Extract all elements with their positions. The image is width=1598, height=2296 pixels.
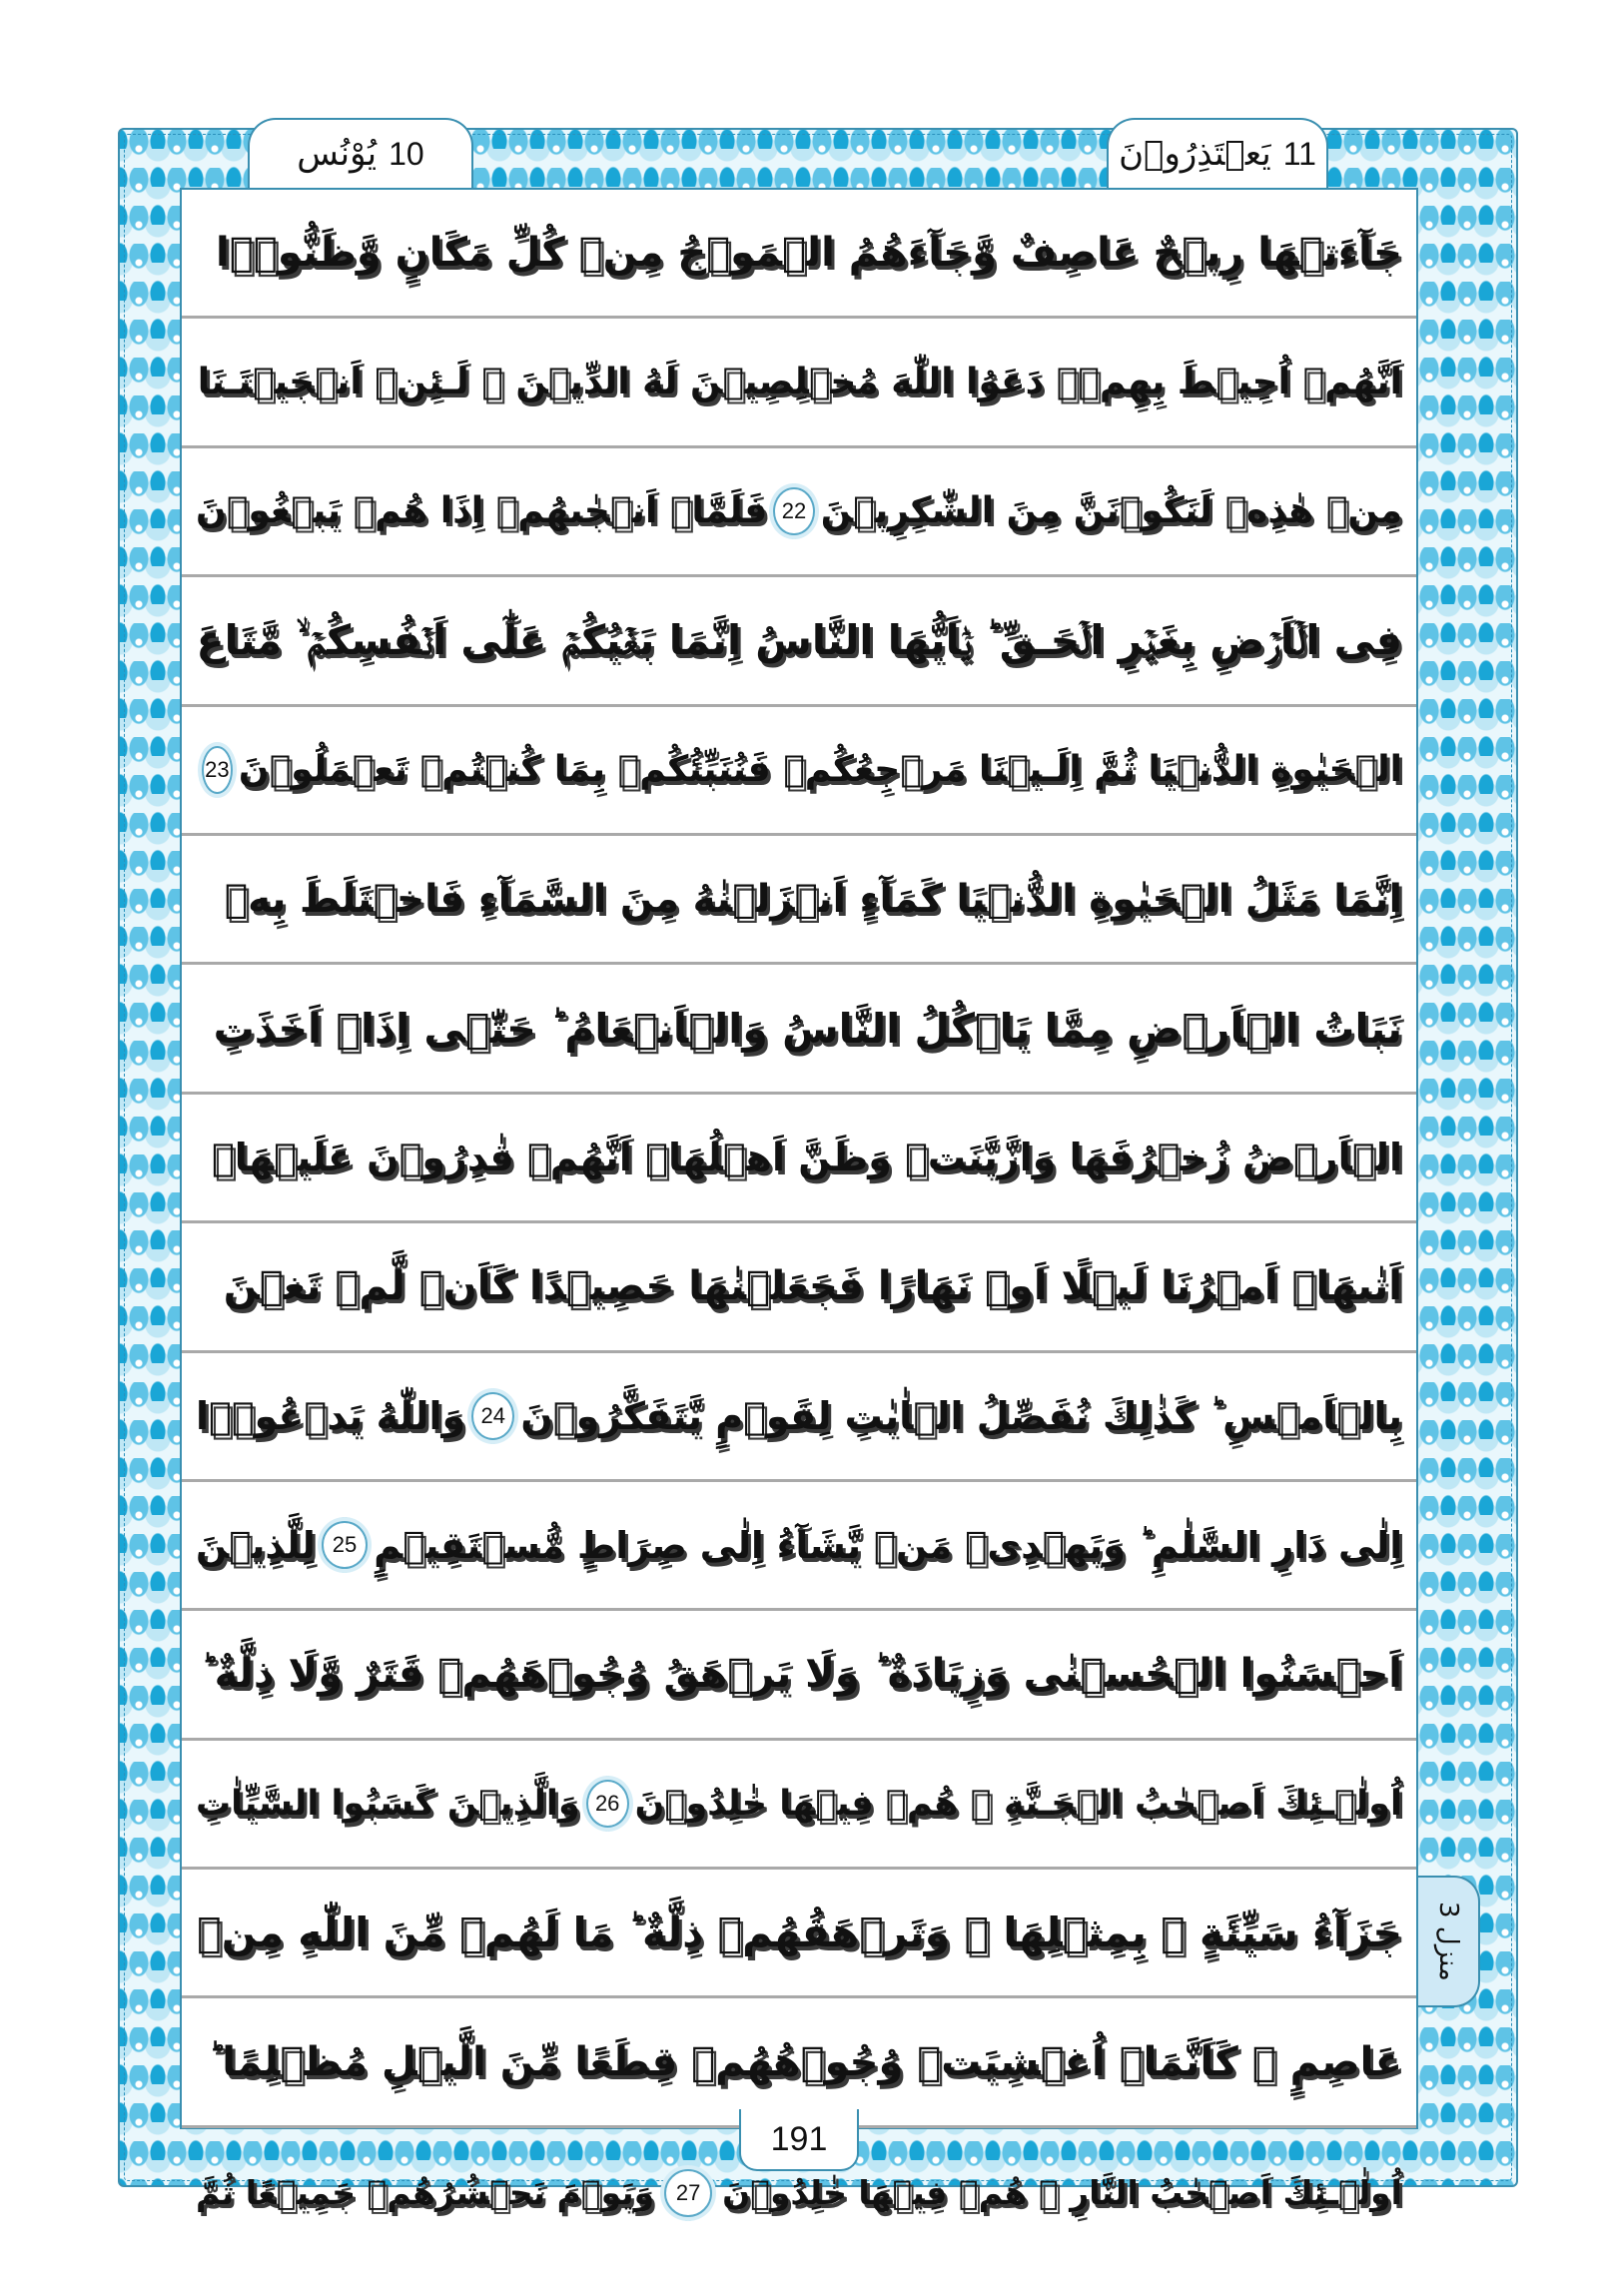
text-line	[182, 319, 1416, 447]
line-text: بِالۡاَمۡسِ‌ ؕ كَذٰلِكَ نُفَصِّلُ الۡاٰيٰتِ لِقَوۡمٍ يَّتَفَكَّرُوۡنَ	[520, 1393, 1402, 1438]
text-line	[182, 1095, 1416, 1223]
line-text: وَالَّذِيۡنَ كَسَبُوا السَّيِّاٰتِ	[196, 1783, 580, 1824]
ayah-marker: 22	[773, 487, 814, 535]
line-text: مِنۡ هٰذِهٖ لَنَكُوۡنَنَّ مِنَ الشّٰكِرِيۡنَ	[820, 490, 1402, 532]
text-line	[182, 448, 1416, 577]
text-line	[182, 1482, 1416, 1611]
line-text: اِنَّمَا مَثَلُ الۡحَيٰوةِ الدُّنۡيَا كَمَآءٍ اَنۡزَلۡنٰهُ مِنَ السَّمَآءِ فَاخۡتَلَطَ بِهٖ	[224, 876, 1402, 922]
text-line	[182, 965, 1416, 1094]
surah-header	[248, 118, 473, 188]
juz-header	[1107, 118, 1328, 188]
juz-name: يَعۡتَذِرُوۡنَ	[1119, 134, 1271, 174]
line-text: عَاصِمٍ‌ ۚ كَاَنَّمَاۤ اُغۡشِيَتۡ وُجُوۡهُهُمۡ قِطَعًا مِّنَ الَّيۡلِ مُظۡلِمًا ؕ	[208, 2038, 1402, 2085]
manzil-label: منزل 3	[1433, 1902, 1463, 1981]
text-line	[182, 836, 1416, 965]
ayah-marker: 26	[586, 1780, 629, 1828]
ayah-marker: 23	[202, 746, 233, 794]
line-text: اَنَّهُمۡ اُحِيۡطَ بِهِمۡ‌ۙ دَعَوُا اللّٰهَ مُخۡلِصِيۡنَ لَهُ الدِّيۡنَ ۚ لَـئِنۡ اَنۡجَيۡتَـنَا	[197, 362, 1402, 403]
line-text: فِى الۡاَرۡضِ بِغَيۡرِ الۡحَـقِّ‌ ؕ يٰۤاَيُّهَا النَّاسُ اِنَّمَا بَغۡيُكُمۡ عَلٰٓى اَنۡفُسِكُمۡ‌ ۙ مَّتَاعَ	[196, 615, 1402, 664]
page-number: 191	[739, 2109, 859, 2171]
juz-number: 11	[1282, 135, 1316, 172]
line-text: اَتٰٮهَاۤ اَمۡرُنَا لَيۡلًا اَوۡ نَهَارًا فَجَعَلۡنٰهَا حَصِيۡدًا كَاَنۡ لَّمۡ تَغۡنَ	[223, 1263, 1402, 1310]
text-line	[182, 577, 1416, 706]
line-text: جَزَآءُ سَيِّئَةٍ ۢ بِمِثۡلِهَا ۙ وَتَرۡهَقُهُمۡ ذِلَّةٌ‌ ؕ مَا لَهُمۡ مِّنَ اللّٰهِ مِنۡ	[197, 1909, 1402, 1957]
surah-number: 10	[389, 135, 424, 172]
line-text: الۡحَيٰوةِ الدُّنۡيَا‌ ثُمَّ اِلَـيۡنَا مَرۡجِعُكُمۡ فَنُنَبِّئُكُمۡ بِمَا كُنۡتُمۡ تَعۡمَلُوۡنَ	[238, 749, 1402, 791]
line-text: وَيَوۡمَ نَحۡشُرُهُمۡ جَمِيۡعًا ثُمَّ	[196, 2173, 655, 2213]
line-text: نَبَاتُ الۡاَرۡضِ مِمَّا يَاۡكُلُ النَّاسُ وَالۡاَنۡعَامُ ؕ حَتّٰۤى اِذَاۤ اَخَذَتِ	[213, 1004, 1402, 1053]
text-line	[182, 1741, 1416, 1870]
ayah-marker: 25	[322, 1521, 369, 1569]
line-text: اُولٰۤـئِكَ اَصۡحٰبُ النَّارِ‌ ۚ هُمۡ فِيۡهَا خٰلِدُوۡنَ	[722, 2173, 1402, 2213]
text-line	[182, 1353, 1416, 1482]
text-line	[182, 707, 1416, 836]
ayah-marker: 27	[664, 2169, 712, 2217]
manzil-badge	[1418, 1876, 1480, 2007]
line-text: اِلٰى دَارِ السَّلٰمِ ؕ وَيَهۡدِىۡ مَنۡ يَّشَآءُ اِلٰى صِرَاطٍ مُّسۡتَقِيۡمٍ	[374, 1523, 1402, 1567]
line-text: الۡاَرۡضُ زُخۡرُفَهَا وَازَّيَّنَتۡ وَظَنَّ اَهۡلُهَاۤ اَنَّهُمۡ قٰدِرُوۡنَ عَلَيۡهَاۤ	[212, 1135, 1402, 1179]
line-text: جَآءَتۡهَا رِيۡحٌ عَاصِفٌ وَّجَآءَهُمُ الۡمَوۡجُ مِنۡ كُلِّ مَكَانٍ وَّظَنُّوۡۤا	[216, 230, 1402, 277]
line-text: اُولٰۤـئِكَ اَصۡحٰبُ الۡجَـنَّةِ‌ ۚ هُمۡ فِيۡهَا خٰلِدُوۡنَ	[634, 1783, 1402, 1824]
line-text: وَاللّٰهُ يَدۡعُوۡۤا	[196, 1393, 466, 1438]
surah-name: يُوْنُس	[297, 134, 378, 174]
ayah-marker: 24	[471, 1392, 514, 1440]
line-text: فَلَمَّاۤ اَنۡجٰىهُمۡ اِذَا هُمۡ يَبۡغُوۡنَ	[196, 490, 768, 532]
text-line	[182, 190, 1416, 319]
text-line	[182, 1870, 1416, 1998]
text-line	[182, 1223, 1416, 1352]
text-line	[182, 1611, 1416, 1740]
line-text: لِلَّذِيۡنَ	[196, 1523, 316, 1567]
line-text: اَحۡسَنُوا الۡحُسۡنٰى وَزِيَادَةٌ‌ ؕ وَلَا يَرۡهَقُ وُجُوۡهَهُمۡ قَتَرٌ وَّلَا ذِلَّةٌ‌ ؕ	[200, 1651, 1402, 1698]
